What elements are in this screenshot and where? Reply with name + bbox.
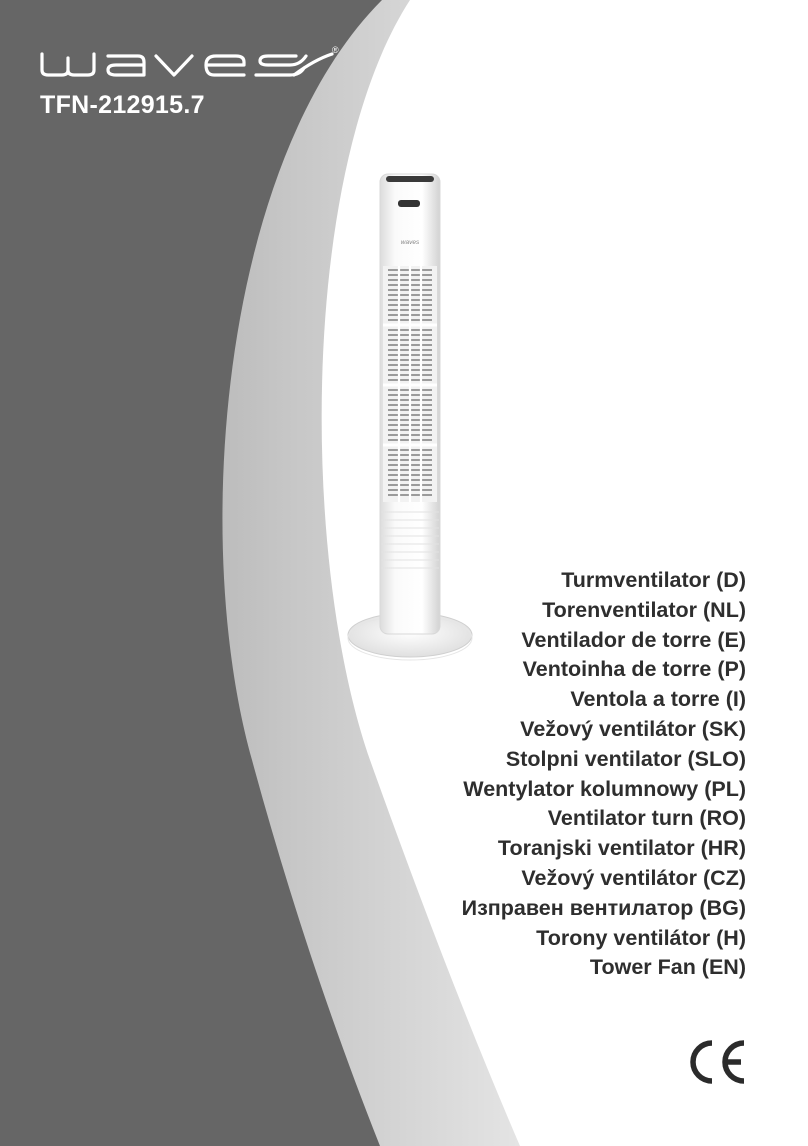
- product-title-pl: Wentylator kolumnowy (PL): [463, 776, 746, 801]
- product-title-it: Ventola a torre (I): [570, 687, 746, 712]
- product-title-hu: Torony ventilátor (H): [536, 925, 746, 950]
- product-title-ro: Ventilator turn (RO): [547, 806, 746, 831]
- model-number: TFN-212915.7: [40, 91, 205, 119]
- waves-logo: [38, 40, 348, 88]
- product-title-sk: Vežový ventilátor (SK): [520, 716, 746, 741]
- product-title-bg: Изправен вентилатор (BG): [461, 895, 746, 920]
- ce-mark-icon: [684, 1038, 748, 1086]
- product-title-nl: Torenventilator (NL): [542, 597, 746, 622]
- product-brand-label: waves: [400, 239, 420, 246]
- product-title-pt: Ventoinha de torre (P): [522, 657, 746, 682]
- product-title-slo: Stolpni ventilator (SLO): [505, 746, 746, 771]
- trademark-symbol: ®: [332, 45, 339, 55]
- product-title-es: Ventilador de torre (E): [521, 627, 746, 652]
- product-title-en: Tower Fan (EN): [589, 955, 746, 980]
- product-title-hr: Toranjski ventilator (HR): [497, 836, 746, 861]
- product-title-cz: Vežový ventilátor (CZ): [521, 865, 746, 890]
- product-title-de: Turmventilator (D): [561, 568, 746, 592]
- product-title-list: [462, 566, 746, 983]
